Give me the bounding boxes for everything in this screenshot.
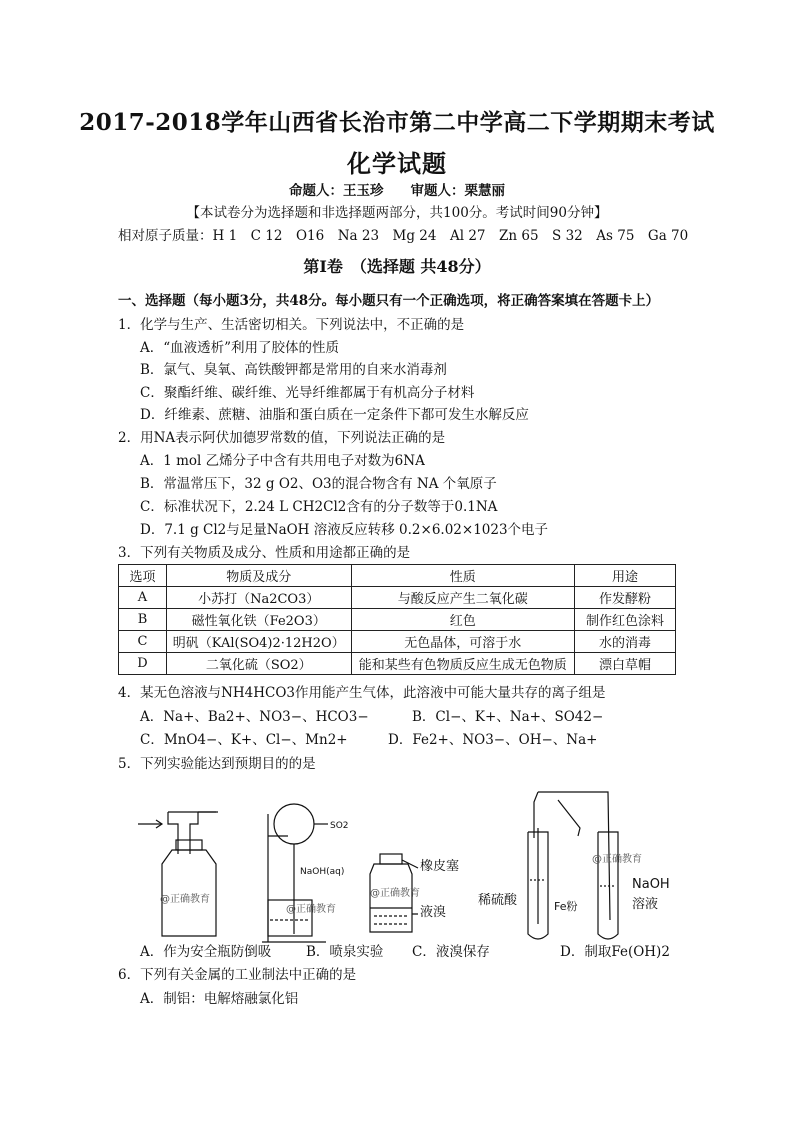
section-intro: 一、选择题（每小题3分，共48分。每小题只有一个正确选项，将正确答案填在答题卡上） [118, 293, 660, 309]
q4-stem: 4．某无色溶液与NH4HCO3作用能产生气体，此溶液中可能大量共存的离子组是 [118, 685, 606, 701]
q2-option-d: D．7.1 g Cl2与足量NaOH 溶液反应转移 0.2×6.02×1023个电子 [140, 522, 549, 538]
watermark-label: @正确教育 [160, 894, 210, 905]
table-cell: 明矾（KAl(SO4)2·12H2O） [166, 631, 351, 653]
q5-option-b: B．喷泉实验 [306, 944, 384, 960]
table-header-cell: 用途 [574, 565, 675, 587]
table-row [119, 653, 676, 675]
watermark-label: @正确教育 [592, 854, 642, 865]
so2-label: SO2 [330, 821, 349, 831]
part-heading: 第Ⅰ卷 （选择题 共48分） [303, 257, 491, 276]
atomic-masses-line: 相对原子质量：H 1 C 12 O16 Na 23 Mg 24 Al 27 Zn 65 S 32 As 75 Ga 70 [118, 228, 689, 244]
q6-option-a: A．制铝：电解熔融氯化铝 [140, 991, 299, 1007]
q5-option-d: D．制取Fe(OH)2 [560, 944, 670, 960]
table-header-cell: 选项 [119, 565, 167, 587]
table-row [119, 609, 676, 631]
table-cell: 制作红色涂料 [574, 609, 675, 631]
q5-option-c: C．液溴保存 [412, 944, 490, 960]
table-header-row [119, 565, 676, 587]
table-cell: D [119, 653, 167, 675]
q1-stem: 1．化学与生产、生活密切相关。下列说法中，不正确的是 [118, 317, 465, 333]
naoh-aq-label: NaOH(aq) [300, 867, 345, 877]
table-row [119, 587, 676, 609]
feoh2-apparatus [478, 792, 670, 939]
exam-subject: 化学试题 [347, 149, 447, 178]
safety-bottle [138, 812, 218, 936]
q2-option-a: A．1 mol 乙烯分子中含有共用电子对数为6NA [140, 453, 425, 469]
table-cell: C [119, 631, 167, 653]
exam-title: 2017-2018学年山西省长治市第二中学高二下学期期末考试 [79, 109, 715, 136]
q4-option-b: B．Cl−、K+、Na+、SO42− [412, 709, 604, 725]
table-cell: 能和某些有色物质反应生成无色物质 [351, 653, 574, 675]
table-cell: 与酸反应产生二氧化碳 [351, 587, 574, 609]
q4-option-a: A．Na+、Ba2+、NO3−、HCO3− [140, 709, 369, 725]
q4-option-d: D．Fe2+、NO3−、OH−、Na+ [388, 732, 598, 748]
bromine-bottle [370, 854, 459, 932]
table-cell: 作发酵粉 [574, 587, 675, 609]
instructions-line: 【本试卷分为选择题和非选择题两部分，共100分。考试时间90分钟】 [186, 205, 608, 221]
fountain-apparatus [262, 804, 349, 942]
q1-option-c: C．聚酯纤维、碳纤维、光导纤维都属于有机高分子材料 [140, 385, 475, 401]
q2-stem: 2．用NA表示阿伏加德罗常数的值，下列说法正确的是 [118, 430, 446, 446]
table-header-cell: 物质及成分 [166, 565, 351, 587]
table-cell: 无色晶体，可溶于水 [351, 631, 574, 653]
naoh-label-line1: NaOH [632, 877, 670, 892]
liquid-bromine-label: 液溴 [420, 905, 447, 920]
table-cell: 小苏打（Na2CO3） [166, 587, 351, 609]
rubber-stopper-label: 橡皮塞 [420, 859, 460, 874]
q3-stem: 3．下列有关物质及成分、性质和用途都正确的是 [118, 545, 411, 561]
table-cell: 磁性氧化铁（Fe2O3） [166, 609, 351, 631]
q4-option-c: C．MnO4−、K+、Cl−、Mn2+ [140, 732, 348, 748]
table-cell: A [119, 587, 167, 609]
q1-option-a: A．“血液透析”利用了胶体的性质 [140, 340, 340, 356]
q2-option-c: C．标准状况下，2.24 L CH2Cl2含有的分子数等于0.1NA [140, 499, 498, 515]
table-cell: B [119, 609, 167, 631]
properties-table [118, 564, 676, 675]
dilute-acid-label: 稀硫酸 [478, 893, 518, 908]
table-cell: 水的消毒 [574, 631, 675, 653]
table-cell: 二氧化硫（SO2） [166, 653, 351, 675]
table-cell: 红色 [351, 609, 574, 631]
watermark-label: @正确教育 [286, 904, 336, 915]
q5-stem: 5．下列实验能达到预期目的的是 [118, 756, 316, 772]
q5-option-a: A．作为安全瓶防倒吸 [140, 944, 272, 960]
q1-option-b: B．氯气、臭氧、高铁酸钾都是常用的自来水消毒剂 [140, 362, 447, 378]
q6-stem: 6．下列有关金属的工业制法中正确的是 [118, 967, 357, 983]
naoh-label-line2: 溶液 [632, 897, 659, 912]
table-row [119, 631, 676, 653]
authors-line: 命题人：王玉珍 审题人：栗慧丽 [289, 183, 505, 199]
experiment-diagram [118, 784, 698, 944]
q1-option-d: D．纤维素、蔗糖、油脂和蛋白质在一定条件下都可发生水解反应 [140, 407, 529, 423]
q2-option-b: B．常温常压下，32 g O2、O3的混合物含有 NA 个氧原子 [140, 476, 497, 492]
fe-powder-label: Fe粉 [554, 900, 578, 913]
table-header-cell: 性质 [351, 565, 574, 587]
table-cell: 漂白草帽 [574, 653, 675, 675]
watermark-label: @正确教育 [370, 888, 420, 899]
